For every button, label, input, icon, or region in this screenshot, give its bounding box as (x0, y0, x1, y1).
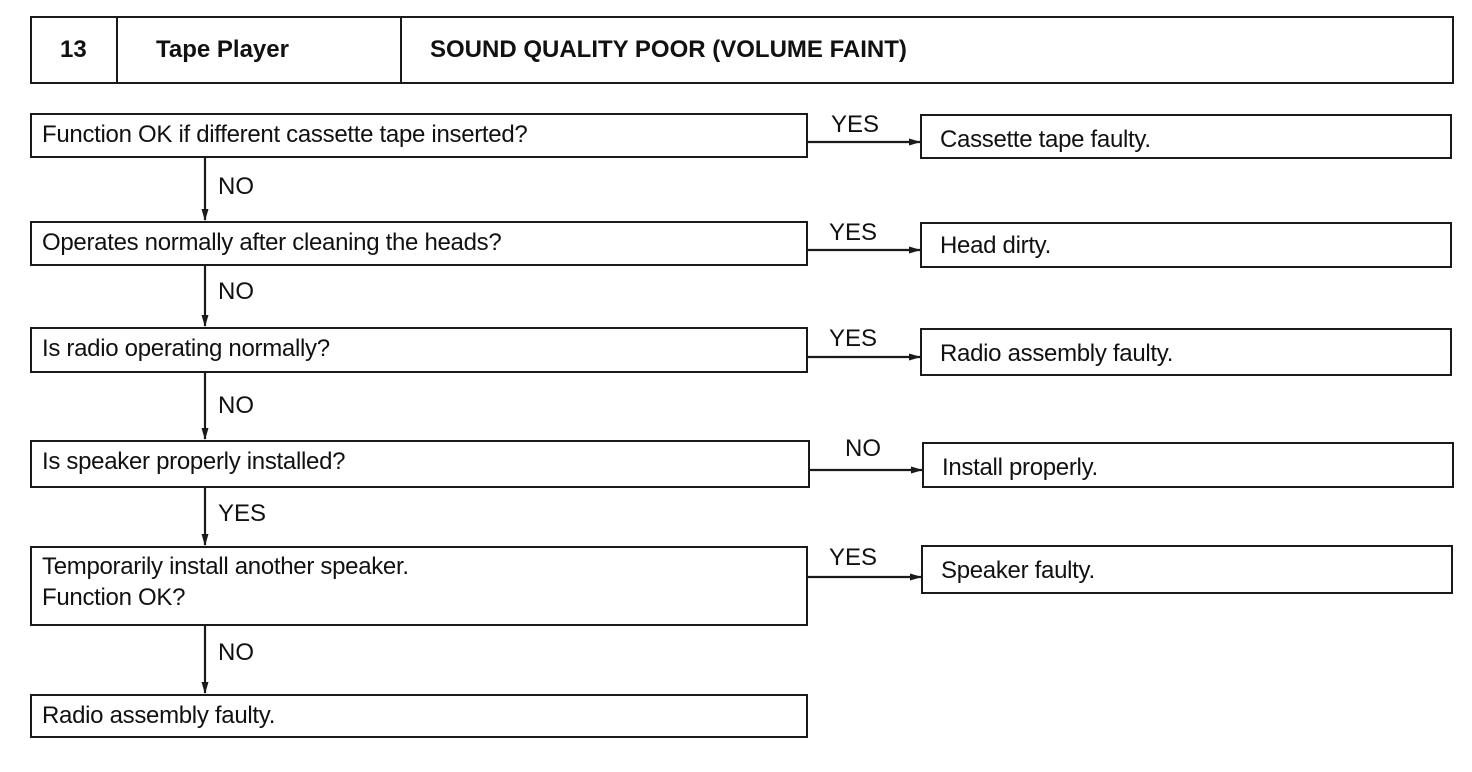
result-box (921, 545, 1453, 594)
result-box (920, 114, 1452, 159)
result-text: Head dirty. (940, 232, 1051, 259)
result-box (920, 328, 1452, 376)
result-box (920, 222, 1452, 268)
question-box (30, 221, 808, 266)
section-number: 13 (60, 36, 87, 63)
section-category: Tape Player (156, 36, 289, 63)
final-result-text: Radio assembly faulty. (42, 702, 276, 729)
next-label: NO (218, 173, 254, 200)
question-box (30, 327, 808, 373)
result-text: Radio assembly faulty. (940, 340, 1174, 367)
question-box (30, 440, 810, 488)
next-label: NO (218, 392, 254, 419)
branch-label: NO (845, 435, 881, 462)
branch-label: YES (829, 544, 878, 571)
question-text: Temporarily install another speaker. Function OK? (42, 553, 409, 611)
next-label: NO (218, 639, 254, 666)
branch-label: YES (829, 219, 878, 246)
question-text: Is radio operating normally? (42, 335, 330, 362)
result-text: Install properly. (942, 454, 1098, 481)
result-text: Cassette tape faulty. (940, 126, 1151, 153)
next-label: YES (218, 500, 267, 527)
result-text: Speaker faulty. (941, 557, 1095, 584)
branch-label: YES (829, 325, 878, 352)
question-box (30, 546, 808, 626)
question-text: Function OK if different cassette tape inserted? (42, 121, 528, 148)
question-text: Is speaker properly installed? (42, 448, 346, 475)
final-result-box (30, 694, 808, 738)
question-box (30, 113, 808, 158)
result-box (922, 442, 1454, 488)
question-text: Operates normally after cleaning the heads? (42, 229, 502, 256)
branch-label: YES (831, 111, 880, 138)
next-label: NO (218, 278, 254, 305)
section-title: SOUND QUALITY POOR (VOLUME FAINT) (430, 36, 907, 63)
